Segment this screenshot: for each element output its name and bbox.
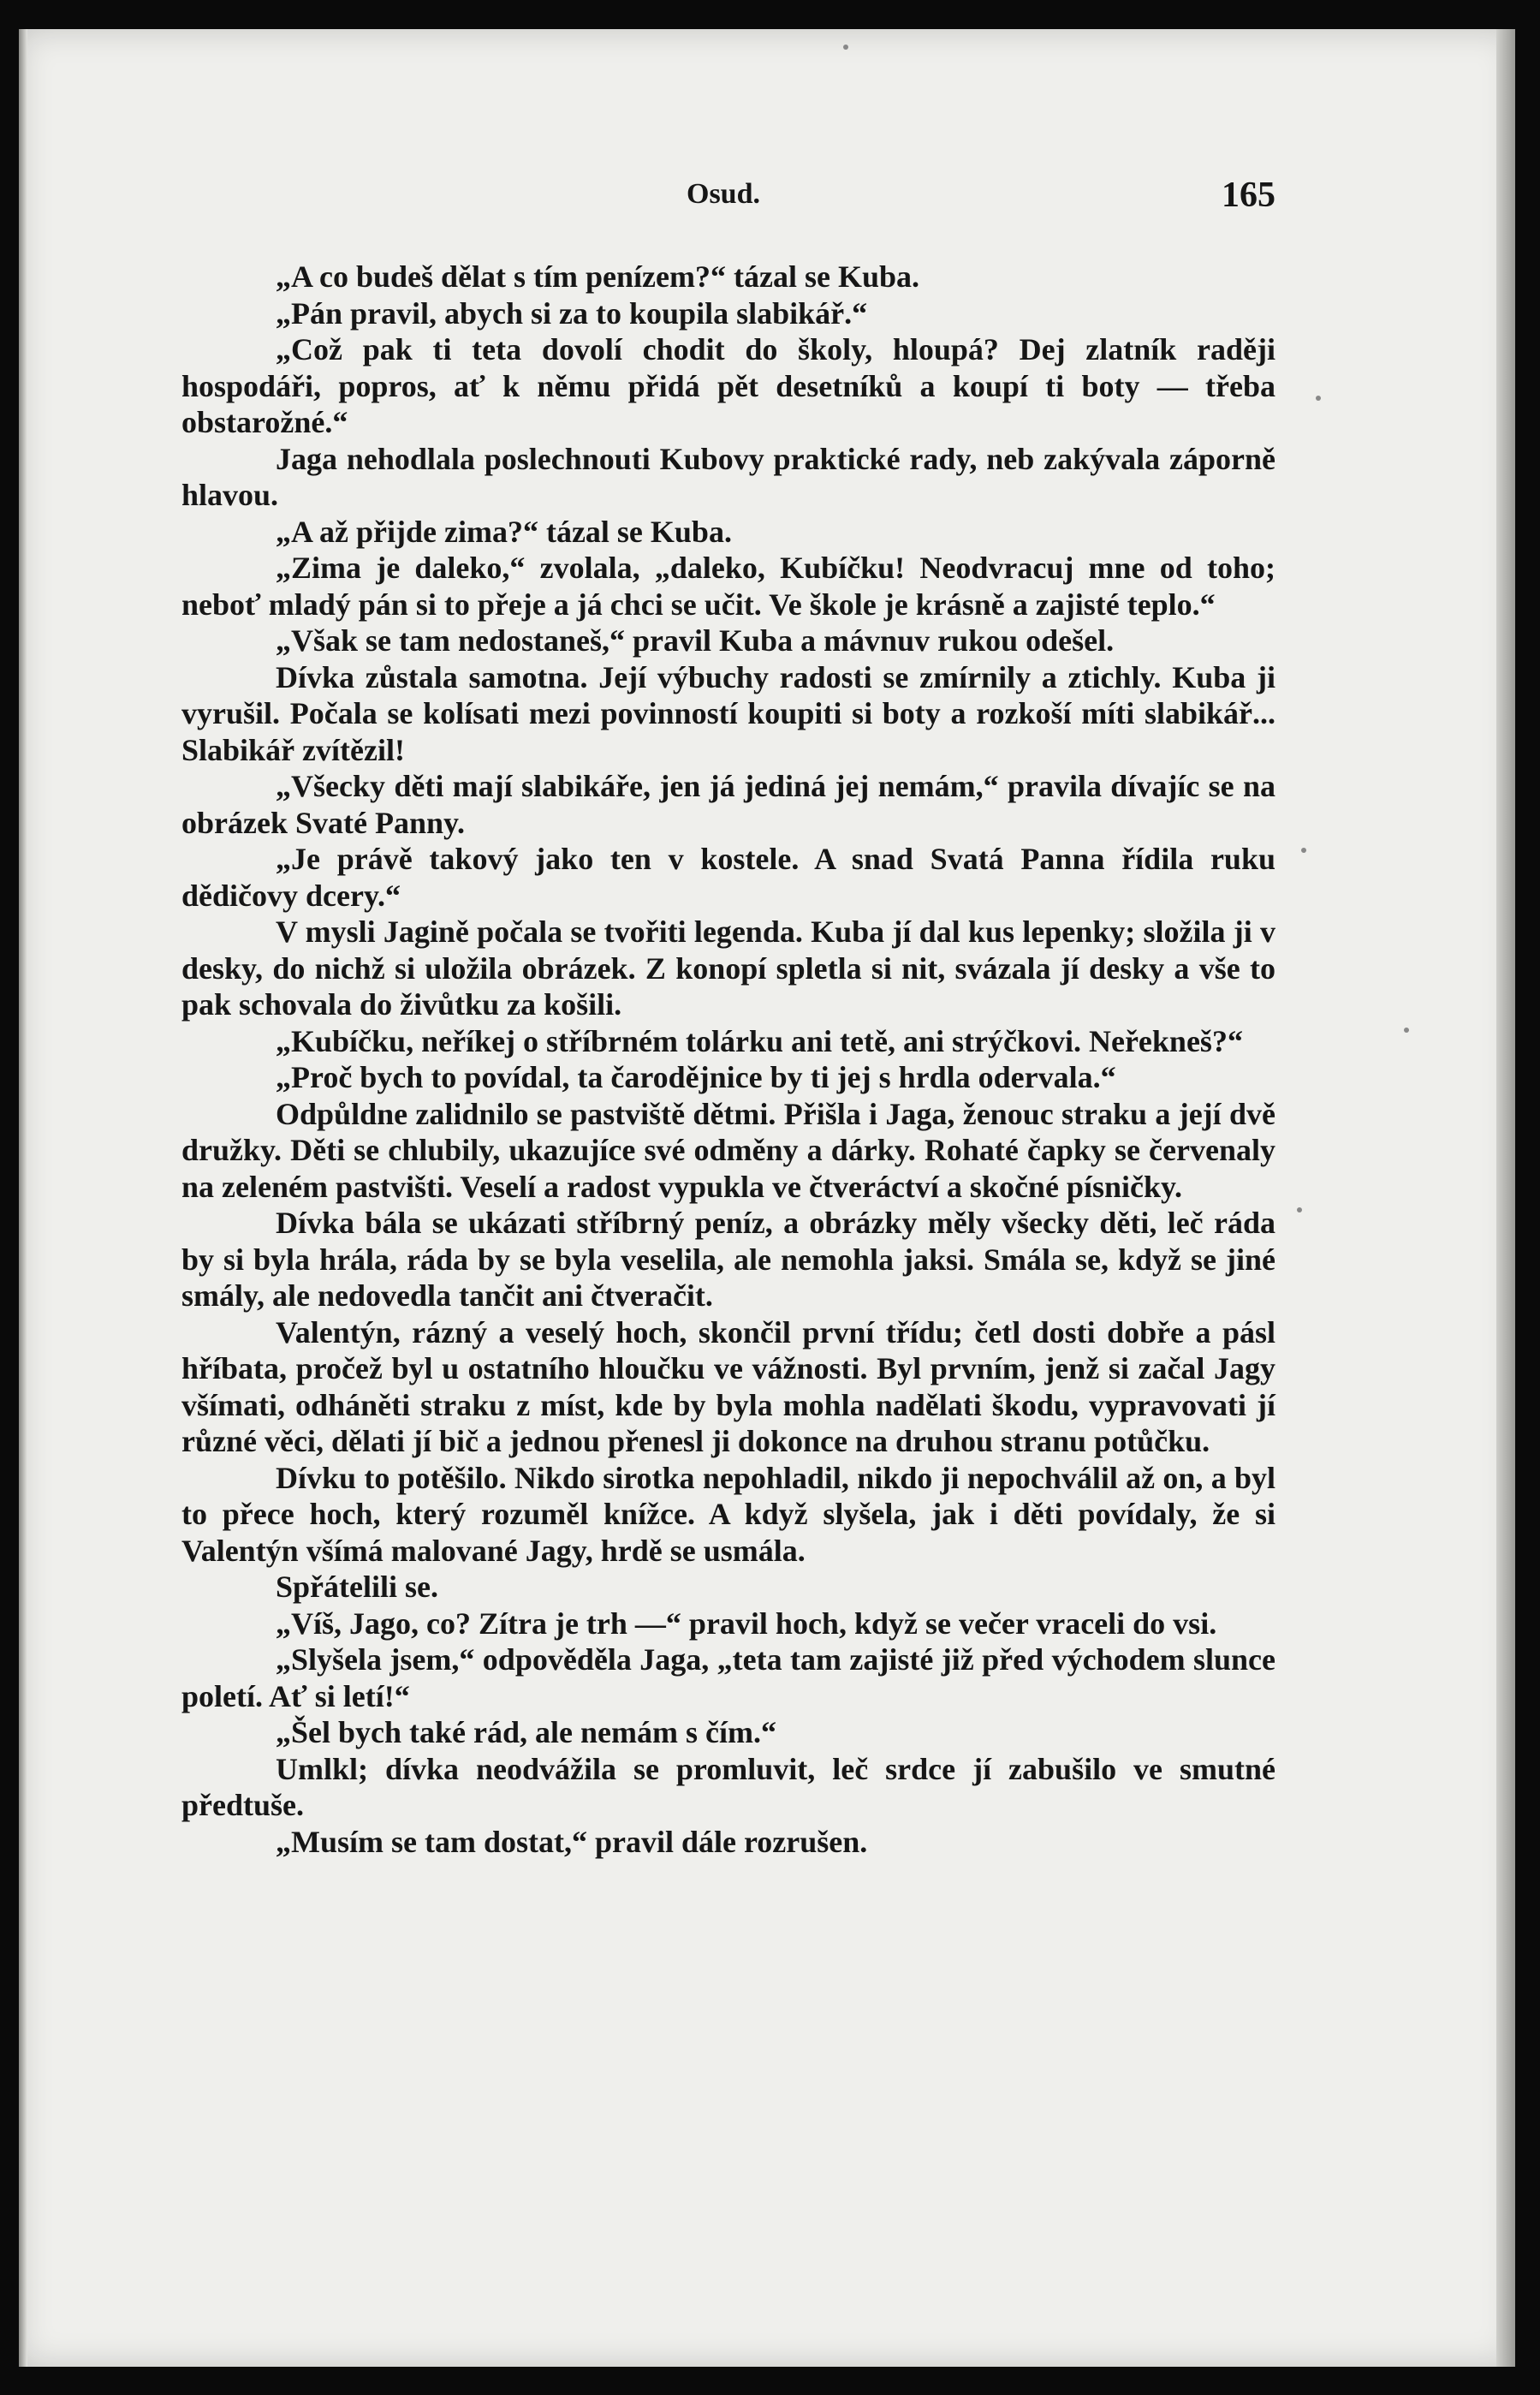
paragraph: „Kubíčku, neříkej o stříbrném tolárku ani tetě, ani strýčkovi. Neřekneš?“ [276,1023,1243,1058]
paragraph: Spřátelili se. [276,1570,438,1604]
paragraph: Umlkl; dívka neodvážila se promluvit, leč srdce jí zabušilo ve smutné předtuše. [181,1751,1275,1822]
paragraph: Odpůldne zalidnilo se pastviště dětmi. Přišla i Jaga, ženouc straku a její dvě družky. Děti se chlubily, ukazujíce své odměny a dárky. Rohaté čapky se červenaly na zeleném pastvišti. Veselí a radost vypukla ve čtveráctví a skočné písničky. [181,1096,1275,1204]
paragraph: „Slyšela jsem,“ odpověděla Jaga, „teta tam zajisté již před východem slunce poletí. Ať si letí!“ [181,1642,1275,1713]
paragraph: „Proč bych to povídal, ta čarodějnice by ti jej s hrdla odervala.“ [276,1060,1116,1094]
paragraph: „Což pak ti teta dovolí chodit do školy, hloupá? Dej zlatník raději hospodáři, popros, ať k němu přidá pět desetníků a koupí ti boty — třeba obstarožné.“ [181,332,1275,439]
running-head [171,175,1275,217]
running-head-title: Osud. [687,178,760,210]
dust-speck [1316,396,1321,401]
paragraph: „A až přijde zima?“ tázal se Kuba. [276,514,732,549]
paragraph: „Všecky děti mají slabikáře, jen já jediná jej nemám,“ pravila dívajíc se na obrázek Svaté Panny. [181,769,1275,840]
paragraph: „Musím se tam dostat,“ pravil dále rozrušen. [276,1824,868,1859]
paragraph: „Víš, Jago, co? Zítra je trh —“ pravil hoch, když se večer vraceli do vsi. [276,1606,1217,1641]
dust-speck [1297,1207,1302,1212]
dust-speck [1301,848,1306,853]
paragraph: Jaga nehodlala poslechnouti Kubovy praktické rady, neb zakývala záporně hlavou. [181,441,1275,512]
paragraph: „Však se tam nedostaneš,“ pravil Kuba a mávnuv rukou odešel. [276,623,1115,658]
paragraph: Dívka zůstala samotna. Její výbuchy radosti se zmírnily a ztichly. Kuba ji vyrušil. Počala se kolísati mezi povinností koupiti si boty a rozkoší míti slabikář... Slabikář zvítězil! [181,659,1275,767]
paragraph: „Šel bych také rád, ale nemám s čím.“ [276,1715,776,1749]
dust-speck [843,45,848,50]
paragraph: Valentýn, rázný a veselý hoch, skončil první třídu; četl dosti dobře a pásl hříbata, pročež byl u ostatního hloučku ve vážnosti. Byl prvním, jenž si začal Jagy všímati, odháněti straku z míst, kde by byla mohla nadělati škodu, vypravovati jí různé věci, dělati jí bič a jednou přenesl ji dokonce na druhou stranu potůčku. [181,1314,1275,1458]
paragraph: V mysli Jagině počala se tvořiti legenda. Kuba jí dal kus lepenky; složila ji v desky, do nichž si uložila obrázek. Z konopí spletla si nit, svázala jí desky a vše to pak schovala do živůtku za košili. [181,915,1275,1022]
paragraph: Dívka bála se ukázati stříbrný peníz, a obrázky měly všecky děti, leč ráda by si byla hrála, ráda by se byla veselila, ale nemohla jaksi. Smála se, když se jiné smály, ale nedovedla tančit ani čtveračit. [181,1206,1275,1313]
paragraph: „A co budeš dělat s tím penízem?“ tázal se Kuba. [276,259,919,294]
paragraph: „Je právě takový jako ten v kostele. A snad Svatá Panna řídila ruku dědičovy dcery.“ [181,842,1275,913]
body-text [181,259,1275,1860]
page-number: 165 [1222,176,1275,215]
page-left-edge [19,29,27,2367]
page-right-edge [1496,29,1515,2367]
dust-speck [1404,1028,1409,1033]
paragraph: „Zima je daleko,“ zvolala, „daleko, Kubíčku! Neodvracuj mne od toho; neboť mladý pán si to přeje a já chci se učit. Ve škole je krásně a zajisté teplo.“ [181,551,1275,622]
paragraph: Dívku to potěšilo. Nikdo sirotka nepohladil, nikdo ji nepochválil až on, a byl to přece hoch, který rozuměl knížce. A když slyšela, jak i děti povídaly, že si Valentýn všímá malované Jagy, hrdě se usmála. [181,1460,1275,1568]
paragraph: „Pán pravil, abych si za to koupila slabikář.“ [276,295,868,331]
